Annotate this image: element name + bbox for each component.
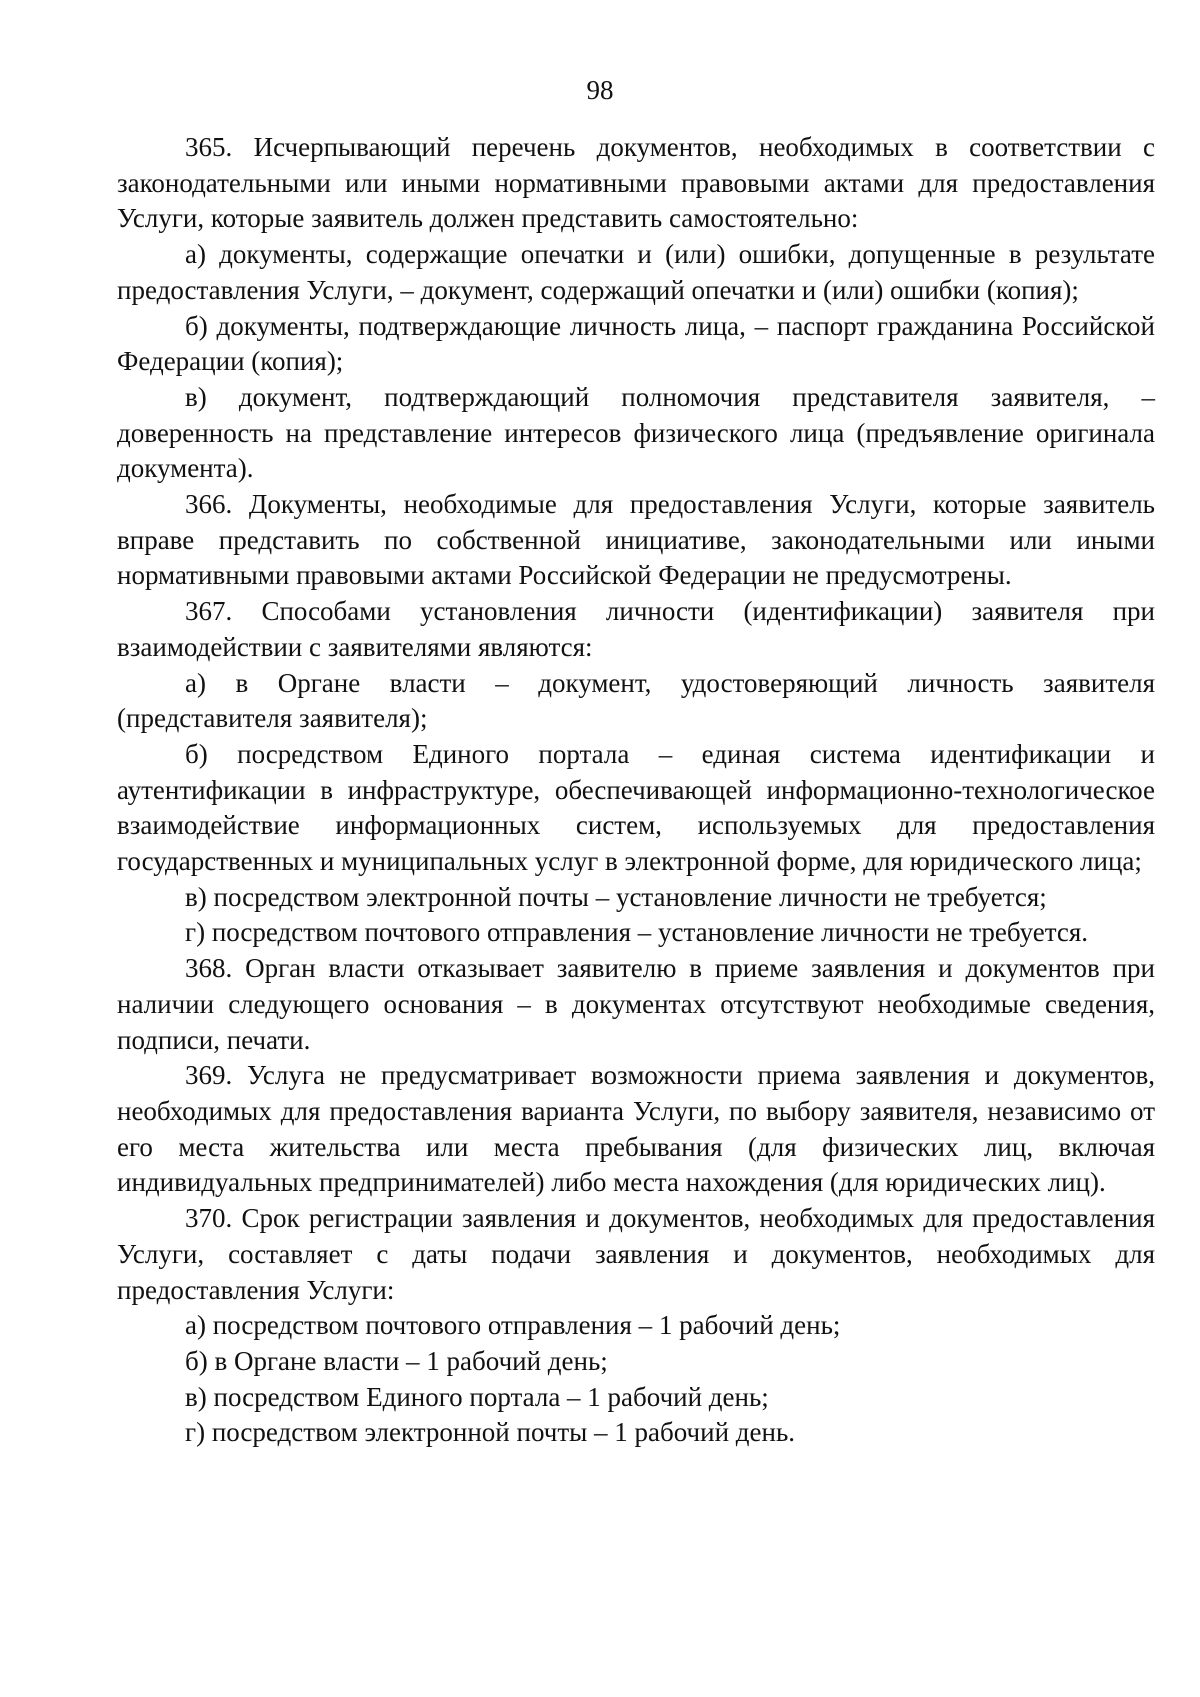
paragraph-370: 370. Срок регистрации заявления и документов, необходимых для предоставления Услуги, составляет с даты подачи заявления и документов, необходимых для предоставления Услуги: xyxy=(117,1203,1155,1305)
paragraph-367: 367. Способами установления личности (идентификации) заявителя при взаимодействии с заявителями являются: xyxy=(117,596,1155,662)
list-item-370-a: а) посредством почтового отправления – 1 рабочий день; xyxy=(185,1310,841,1341)
list-item-370-v: в) посредством Единого портала – 1 рабочий день; xyxy=(185,1381,769,1412)
document-body xyxy=(117,130,1155,1451)
list-item-370-b: б) в Органе власти – 1 рабочий день; xyxy=(185,1345,608,1376)
list-item-367-b: б) посредством Единого портала – единая система идентификации и аутентификации в инфраструктуре, обеспечивающей информационно-технологическое взаимодействие информационных систем, используемых для предоставления государственных и муниципальных услуг в электронной форме, для юридического лица; xyxy=(117,738,1155,877)
paragraph-368: 368. Орган власти отказывает заявителю в приеме заявления и документов при наличии следующего основания – в документах отсутствуют необходимые сведения, подписи, печати. xyxy=(117,953,1155,1055)
list-item-365-v: в) документ, подтверждающий полномочия представителя заявителя, – доверенность на представление интересов физического лица (предъявление оригинала документа). xyxy=(117,381,1155,484)
list-item-367-g: г) посредством почтового отправления – установление личности не требуется. xyxy=(185,917,1089,948)
list-item-367-a: а) в Органе власти – документ, удостоверяющий личность заявителя (представителя заявителя); xyxy=(117,667,1155,734)
paragraph-366: 366. Документы, необходимые для предоставления Услуги, которые заявитель вправе представить по собственной инициативе, законодательными или иными нормативными правовыми актами Российской Федерации не предусмотрены. xyxy=(117,489,1155,591)
paragraph-365: 365. Исчерпывающий перечень документов, необходимых в соответствии с законодательными или иными нормативными правовыми актами для предоставления Услуги, которые заявитель должен представить самостоятельно: xyxy=(117,132,1155,234)
list-item-365-b: б) документы, подтверждающие личность лица, – паспорт гражданина Российской Федерации (копия); xyxy=(117,310,1155,377)
list-item-367-v: в) посредством электронной почты – установление личности не требуется; xyxy=(185,881,1047,912)
list-item-365-a: а) документы, содержащие опечатки и (или) ошибки, допущенные в результате предоставления Услуги, – документ, содержащий опечатки и (или) ошибки (копия); xyxy=(117,239,1155,305)
page-number: 98 xyxy=(586,75,614,105)
list-item-370-g: г) посредством электронной почты – 1 рабочий день. xyxy=(185,1417,796,1448)
paragraph-369: 369. Услуга не предусматривает возможности приема заявления и документов, необходимых для предоставления варианта Услуги, по выбору заявителя, независимо от его места жительства или места пребывания (для физических лиц, включая индивидуальных предпринимателей) либо места нахождения (для юридических лиц). xyxy=(117,1060,1155,1198)
